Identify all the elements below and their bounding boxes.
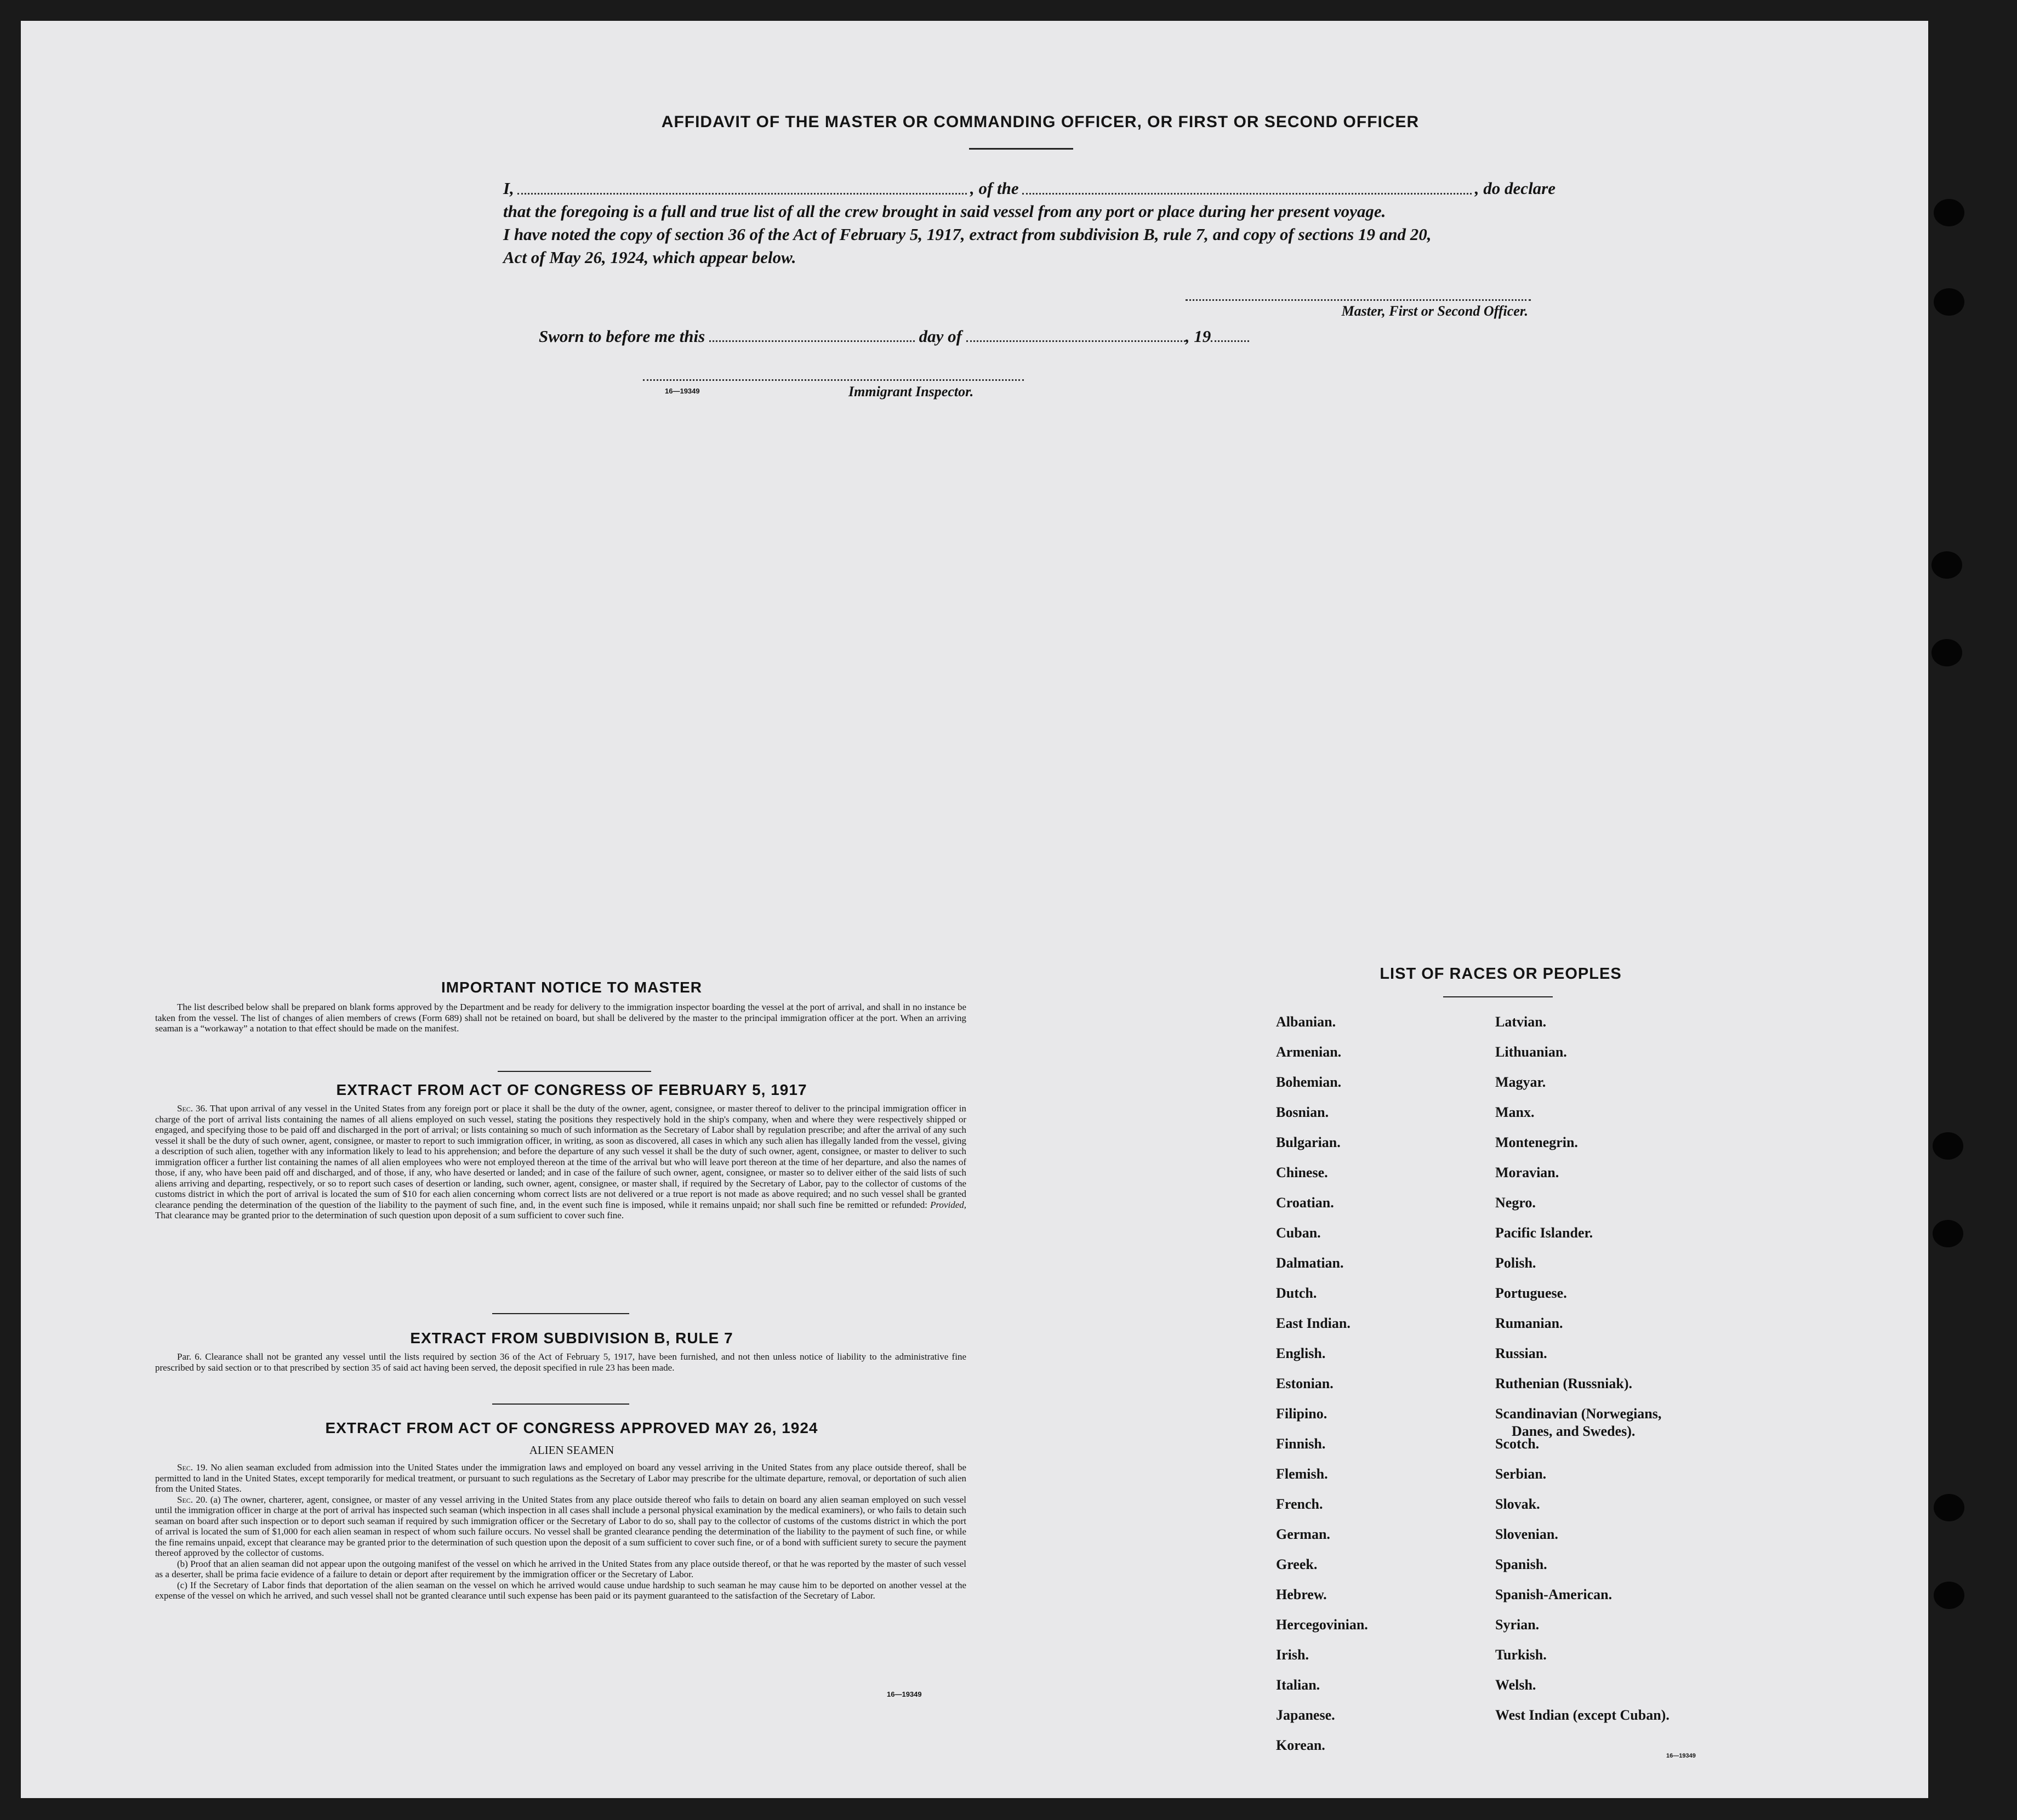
races-title: LIST OF RACES OR PEOPLES	[1380, 965, 1622, 983]
sec19-label: Sec. 19.	[177, 1462, 208, 1473]
month-blank	[966, 340, 1186, 342]
race-item: Montenegrin.	[1495, 1134, 1578, 1150]
races-divider	[1443, 996, 1553, 997]
rule7-paragraph: Par. 6. Clearance shall not be granted any vessel until the lists required by section 36 of the Act of February 5, 1917, have been furnished, and not then unless notice of liability to the administrative fine prescribed by said section or to that prescribed by section 35 of said act having been served, the deposit specified in rule 23 has been made.	[155, 1351, 966, 1373]
punch-hole	[1934, 199, 1964, 226]
form-number-top: 16—19349	[665, 387, 700, 395]
affidavit-i-label: I,	[503, 179, 514, 198]
extract-1917-title: EXTRACT FROM ACT OF CONGRESS OF FEBRUARY 5, 1917	[336, 1081, 807, 1098]
name-blank	[517, 177, 967, 195]
race-item: Albanian.	[1276, 1014, 1336, 1030]
race-item: Slovak.	[1495, 1496, 1540, 1512]
rule7-text	[155, 1351, 966, 1373]
race-item: Flemish.	[1276, 1466, 1328, 1482]
punch-hole	[1934, 288, 1964, 316]
race-item: Estonian.	[1276, 1376, 1334, 1391]
sec20a-text: (a) The owner, charterer, agent, consignee, or master of any vessel arriving in the United States from any place outside thereof who fails to detain on board any alien seaman employed on such vessel until the immigration officer in charge at the port of arrival has inspected such seaman (which inspection in all cases shall include a personal physical examination by the medical examiners), or who fails to detain such seaman on board after such inspection or to deport such seaman if required by such immigration officer or the Secretary of Labor to do so, shall pay to the collector of customs of the customs district in which the port of arrival is located the sum of $1,000 for each alien seaman in respect of whom such failure occurs. No vessel shall be granted clearance pending the determination of the liability to the payment of such fine, or while the fine remains unpaid, except that clearance may be granted prior to the determination of such question upon the deposit of a sum sufficient to cover such fine, or of a bond with sufficient surety to secure the payment thereof approved by the collector of customs.	[155, 1494, 966, 1558]
race-item: Greek.	[1276, 1556, 1318, 1572]
race-item: Scandinavian (Norwegians,	[1495, 1406, 1662, 1422]
sec20b-text: (b) Proof that an alien seaman did not appear upon the outgoing manifest of the vessel on which he arrived in the United States from any place outside thereof, or that he was reported by the master of such vessel as a deserter, shall be prima facie evidence of a failure to detain or deport after requirement by the immigration officer or the Secretary of Labor.	[155, 1558, 966, 1579]
day-blank	[709, 340, 915, 342]
sworn-label: Sworn to before me this	[539, 327, 705, 346]
inspector-label: Immigrant Inspector.	[848, 384, 974, 400]
rule7-title: EXTRACT FROM SUBDIVISION B, RULE 7	[410, 1330, 733, 1347]
extract-1917-text	[155, 1103, 966, 1221]
race-item: East Indian.	[1276, 1315, 1351, 1331]
divider	[492, 1403, 629, 1405]
race-item: English.	[1276, 1345, 1326, 1361]
year-prefix: , 19	[1185, 327, 1211, 346]
race-item: Moravian.	[1495, 1165, 1559, 1180]
sec36-text: That upon arrival of any vessel in the United States from any foreign port or place it shall be the duty of the owner, agent, consignee, or master thereof to deliver to the principal immigration officer in charge of the port of arrival lists containing the names of all aliens employed on such vessel, stating the positions they respectively hold in the ship's company, when and where they were respectively shipped or engaged, and specifying those to be paid off and discharged in the port of arrival; or lists containing so much of such information as the Secretary of Labor shall by regulation prescribe; and after the arrival of any such vessel it shall be the duty of such owner, agent, consignee, or master to report to such immigration officer, in writing, as soon as discovered, all cases in which any such alien has illegally landed from the vessel, giving a description of such alien, together with any information likely to lead to his apprehension; and before the departure of any such vessel it shall be the duty of such owner, agent, consignee, or master to deliver to such immigration officer a further list containing the names of all alien employees who were not employed thereon at the time of the arrival but who will leave port thereon at the time of her departure, and also the names of those, if any, who have been paid off and discharged, and of those, if any, who have deserted or landed; and in case of the failure of such owner, agent, consignee, or master so to deliver either of the said lists of such aliens arriving and departing, respectively, or so to report such cases of desertion or landing, such owner, agent, consignee, or master shall, if required by the Secretary of Labor, pay to the collector of customs of the customs district in which the port of arrival is located the sum of $10 for each alien concerning whom correct lists are not delivered or a true report is not made as above required; and no such vessel shall be granted clearance pending the determination of the question of the liability to the payment of such fine, and, in the event such fine is imposed, while it remains unpaid; nor shall such fine be remitted or refunded:	[155, 1103, 966, 1210]
signature-line	[1186, 299, 1531, 301]
sec36-label: Sec. 36.	[177, 1103, 208, 1114]
punch-hole	[1931, 639, 1962, 666]
divider	[492, 1313, 629, 1314]
race-item: Cuban.	[1276, 1225, 1321, 1241]
race-item: Welsh.	[1495, 1677, 1536, 1693]
race-item: Magyar.	[1495, 1074, 1546, 1090]
notice-text	[155, 1002, 966, 1034]
race-item: Hercegovinian.	[1276, 1617, 1368, 1633]
race-item: West Indian (except Cuban).	[1495, 1707, 1670, 1723]
inspector-line	[643, 379, 1024, 381]
sec20c-text: (c) If the Secretary of Labor finds that deportation of the alien seaman on the vessel on which he arrived would cause undue hardship to such seaman he may cause him to be deported on another vessel at the expense of the vessel on which he arrived, and such vessel shall not be granted clearance until such expense has been paid or its payment guaranteed to the satisfaction of the Secretary of Labor.	[155, 1579, 966, 1601]
alien-seamen-subtitle: ALIEN SEAMEN	[529, 1444, 614, 1457]
race-item: Pacific Islander.	[1495, 1225, 1593, 1241]
do-declare-label: , do declare	[1474, 179, 1556, 198]
race-item: Dalmatian.	[1276, 1255, 1344, 1271]
race-item: Armenian.	[1276, 1044, 1342, 1060]
affidavit-title: AFFIDAVIT OF THE MASTER OR COMMANDING OFFICER, OR FIRST OR SECOND OFFICER	[661, 113, 1420, 131]
race-item: Russian.	[1495, 1345, 1547, 1361]
race-item: Portuguese.	[1495, 1285, 1567, 1301]
race-item: Chinese.	[1276, 1165, 1328, 1180]
race-item: Hebrew.	[1276, 1587, 1327, 1602]
affidavit-line-4: Act of May 26, 1924, which appear below.	[503, 248, 796, 267]
race-item: Ruthenian (Russniak).	[1495, 1376, 1632, 1391]
race-item: Spanish-American.	[1495, 1587, 1613, 1602]
race-item: Bosnian.	[1276, 1104, 1329, 1120]
race-item: Scotch.	[1495, 1436, 1540, 1452]
punch-hole	[1933, 1132, 1963, 1160]
race-item: Filipino.	[1276, 1406, 1327, 1422]
of-the-label: , of the	[970, 179, 1019, 198]
race-item: French.	[1276, 1496, 1323, 1512]
sec36-end: That clearance may be granted prior to the determination of such question upon deposit of a sum sufficient to cover such fine.	[155, 1210, 624, 1220]
race-item: Japanese.	[1276, 1707, 1335, 1723]
punch-hole	[1934, 1582, 1964, 1609]
provided-word: Provided,	[930, 1199, 966, 1210]
race-item: Spanish.	[1495, 1556, 1547, 1572]
race-item: Bohemian.	[1276, 1074, 1342, 1090]
race-item: Serbian.	[1495, 1466, 1547, 1482]
race-item: Finnish.	[1276, 1436, 1326, 1452]
year-blank	[1211, 340, 1249, 342]
vessel-blank	[1022, 177, 1472, 195]
races-right-column	[1495, 1014, 1780, 1759]
divider	[498, 1071, 651, 1072]
sworn-line	[539, 327, 1306, 346]
race-item: Lithuanian.	[1495, 1044, 1567, 1060]
race-item: Danes, and Swedes).	[1512, 1423, 1636, 1439]
race-item: Bulgarian.	[1276, 1134, 1341, 1150]
race-item: Syrian.	[1495, 1617, 1540, 1633]
form-number-bottom-left: 16—19349	[887, 1690, 922, 1698]
race-item: Italian.	[1276, 1677, 1320, 1693]
document-page	[21, 21, 1928, 1798]
race-item: Croatian.	[1276, 1195, 1334, 1211]
race-item: Dutch.	[1276, 1285, 1317, 1301]
race-item: Korean.	[1276, 1737, 1325, 1753]
race-item: Slovenian.	[1495, 1526, 1558, 1542]
extract-1924-title: EXTRACT FROM ACT OF CONGRESS APPROVED MAY 26, 1924	[325, 1419, 818, 1436]
punch-hole	[1931, 551, 1962, 579]
punch-hole	[1934, 1494, 1964, 1521]
race-item: Irish.	[1276, 1647, 1309, 1663]
race-item: Manx.	[1495, 1104, 1535, 1120]
race-item: German.	[1276, 1526, 1330, 1542]
affidavit-line-2: that the foregoing is a full and true list of all the crew brought in said vessel from any port or place during her present voyage.	[503, 202, 1386, 221]
affidavit-line-3: I have noted the copy of section 36 of the Act of February 5, 1917, extract from subdivision B, rule 7, and copy of sections 19 and 20,	[503, 225, 1432, 244]
extract-1924-text	[155, 1462, 966, 1601]
title-divider	[969, 148, 1073, 150]
race-item: Latvian.	[1495, 1014, 1547, 1030]
race-item: Negro.	[1495, 1195, 1536, 1211]
signature-label: Master, First or Second Officer.	[1341, 303, 1528, 319]
sec20-label: Sec. 20.	[177, 1494, 208, 1505]
punch-hole	[1933, 1220, 1963, 1247]
day-of-label: day of	[919, 327, 962, 346]
races-left-column	[1276, 1014, 1506, 1759]
form-number-races: 16—19349	[1666, 1753, 1696, 1759]
affidavit-body	[503, 177, 1556, 269]
race-item: Rumanian.	[1495, 1315, 1563, 1331]
race-item: Turkish.	[1495, 1647, 1547, 1663]
notice-title: IMPORTANT NOTICE TO MASTER	[441, 979, 703, 996]
race-item: Polish.	[1495, 1255, 1536, 1271]
notice-paragraph: The list described below shall be prepared on blank forms approved by the Department and be ready for delivery to the immigration inspector boarding the vessel at the port of arrival, and shall in no instance be taken from the vessel. The list of changes of alien members of crews (Form 689) shall not be retained on board, but shall be delivered by the master to the principal immigration officer at the port. When an arriving seaman is a “workaway” a notation to that effect should be made on the manifest.	[155, 1002, 966, 1034]
sec19-text: No alien seaman excluded from admission into the United States under the immigration laws and employed on board any vessel arriving in the United States from any place outside thereof, shall be permitted to land in the United States, except temporarily for medical treatment, or pursuant to such regulations as the Secretary of Labor may prescribe for the ultimate departure, removal, or deportation of such alien from the United States.	[155, 1462, 967, 1494]
